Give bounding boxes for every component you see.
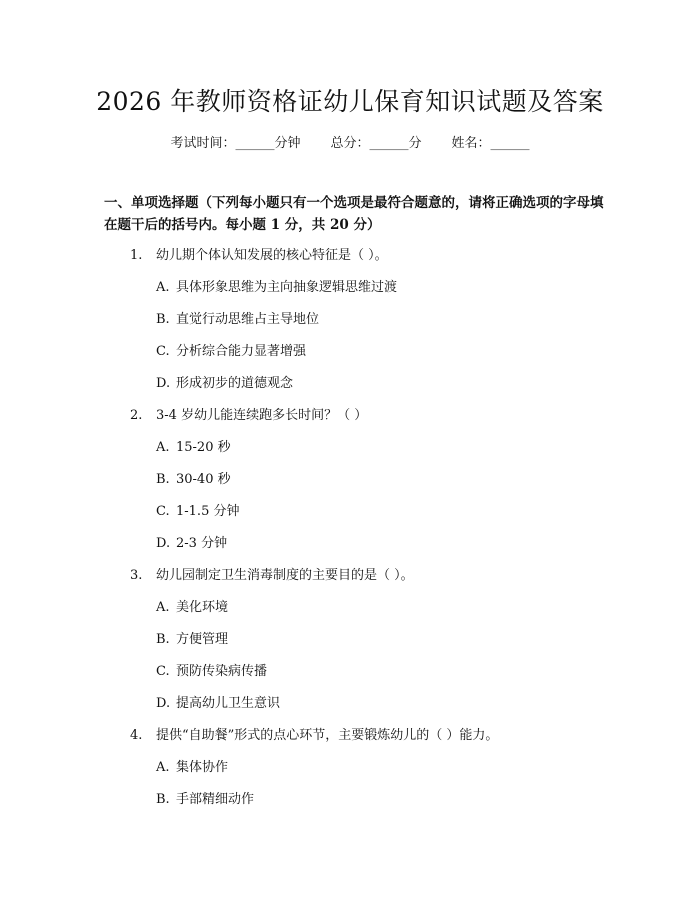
option-text: 1-1.5 分钟 [176, 504, 240, 519]
option-letter: C. [156, 664, 170, 679]
option-2a [156, 436, 231, 455]
question-text: 幼儿期个体认知发展的核心特征是（ ）。 [156, 248, 388, 263]
option-letter: B. [156, 632, 170, 647]
option-3c [156, 660, 267, 679]
option-3d [156, 692, 280, 711]
question-number: 3. [130, 568, 143, 583]
option-text: 预防传染病传播 [176, 664, 268, 679]
exam-time-field: 考试时间：______分钟 [170, 136, 301, 151]
option-text: 提高幼儿卫生意识 [176, 696, 281, 711]
question-4 [130, 724, 498, 743]
name-field: 姓名：______ [451, 136, 530, 151]
option-letter: A. [156, 280, 170, 295]
question-1 [130, 244, 388, 263]
option-letter: C. [156, 344, 170, 359]
option-text: 2-3 分钟 [176, 536, 228, 551]
option-text: 手部精细动作 [176, 792, 255, 807]
option-text: 形成初步的道德观念 [176, 376, 294, 391]
exam-meta [0, 132, 700, 151]
section-header: 一、单项选择题（下列每小题只有一个选项是最符合题意的，请将正确选项的字母填在题干后的括号内。每小题 1 分，共 20 分） [104, 195, 604, 233]
option-4b [156, 788, 254, 807]
option-letter: A. [156, 440, 170, 455]
option-letter: D. [156, 376, 171, 391]
option-1b [156, 308, 319, 327]
total-score-field: 总分：______分 [330, 136, 422, 151]
option-2d [156, 532, 227, 551]
option-text: 15-20 秒 [176, 440, 231, 455]
option-2b [156, 468, 231, 487]
option-text: 集体协作 [176, 760, 229, 775]
option-text: 具体形象思维为主向抽象逻辑思维过渡 [176, 280, 398, 295]
option-4a [156, 756, 228, 775]
option-1c [156, 340, 306, 359]
option-letter: C. [156, 504, 170, 519]
option-letter: A. [156, 600, 170, 615]
option-letter: D. [156, 536, 171, 551]
question-number: 2. [130, 408, 143, 423]
question-text: 幼儿园制定卫生消毒制度的主要目的是（ ）。 [156, 568, 414, 583]
option-text: 30-40 秒 [176, 472, 231, 487]
option-3a [156, 596, 228, 615]
question-text: 3-4 岁幼儿能连续跑多长时间？（ ） [156, 408, 368, 423]
option-letter: A. [156, 760, 170, 775]
option-text: 方便管理 [176, 632, 229, 647]
option-letter: D. [156, 696, 171, 711]
option-2c [156, 500, 239, 519]
option-1d [156, 372, 293, 391]
option-1a [156, 276, 397, 295]
question-2 [130, 404, 367, 423]
question-text: 提供“自助餐”形式的点心环节，主要锻炼幼儿的（ ）能力。 [156, 728, 499, 743]
question-3 [130, 564, 414, 583]
option-letter: B. [156, 792, 170, 807]
page-title: 2026 年教师资格证幼儿保育知识试题及答案 [96, 87, 604, 116]
option-3b [156, 628, 228, 647]
option-text: 直觉行动思维占主导地位 [176, 312, 320, 327]
option-letter: B. [156, 472, 170, 487]
question-number: 4. [130, 728, 143, 743]
option-text: 美化环境 [176, 600, 229, 615]
option-letter: B. [156, 312, 170, 327]
question-number: 1. [130, 248, 143, 263]
option-text: 分析综合能力显著增强 [176, 344, 307, 359]
